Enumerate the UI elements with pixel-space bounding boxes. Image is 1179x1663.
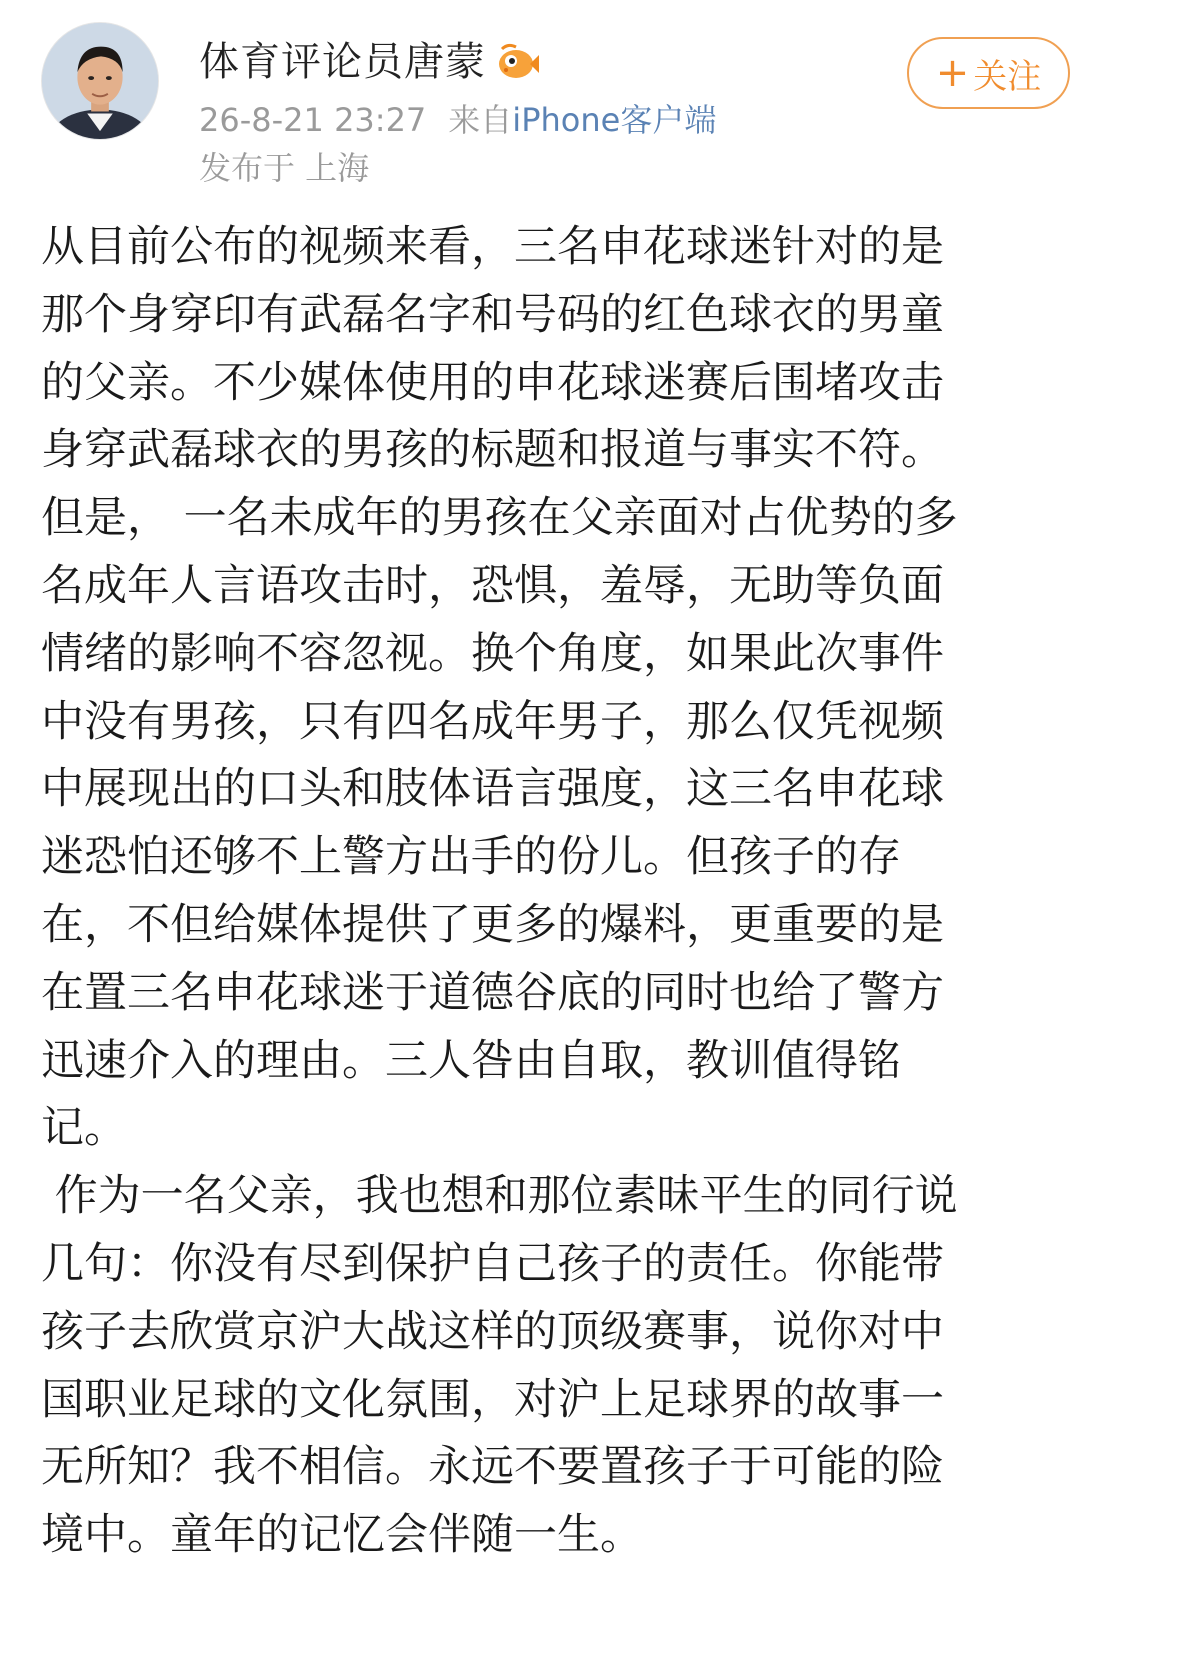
text-line: 迅速介入的理由。三人咎由自取，教训值得铭 — [41, 1035, 901, 1086]
text-line: 情绪的影响不容忽视。换个角度，如果此次事件 — [41, 628, 944, 679]
text-line: 身穿武磊球衣的男孩的标题和报道与事实不符。 — [41, 425, 944, 476]
text-line: 几句：你没有尽到保护自己孩子的责任。你能带 — [41, 1238, 944, 1289]
follow-button[interactable] — [907, 37, 1070, 109]
text-line: 的父亲。不少媒体使用的申花球迷赛后围堵攻击 — [41, 357, 944, 408]
plus-icon: + — [935, 50, 970, 96]
user-avatar-photo-icon — [42, 23, 158, 139]
text-line: 中没有男孩，只有四名成年男子，那么仅凭视频 — [41, 696, 944, 747]
source-client-link[interactable]: iPhone客户端 — [512, 101, 717, 139]
text-line: 在置三名申花球迷于道德谷底的同时也给了警方 — [41, 967, 944, 1018]
text-line: 孩子去欣赏京沪大战这样的顶级赛事，说你对中 — [41, 1306, 944, 1357]
post-location: 发布于 上海 — [199, 149, 370, 187]
source-prefix: 来自 — [448, 101, 513, 139]
text-line: 在，不但给媒体提供了更多的爆料，更重要的是 — [41, 899, 944, 950]
post-meta — [199, 98, 716, 142]
post-header — [0, 0, 1179, 210]
username[interactable]: 体育评论员唐蒙 — [199, 39, 486, 85]
text-line: 迷恐怕还够不上警方出手的份儿。但孩子的存 — [41, 832, 901, 883]
post-content — [41, 214, 1151, 1570]
post-time: 26-8-21 23:27 — [199, 101, 427, 139]
text-line: 境中。童年的记忆会伴随一生。 — [41, 1510, 643, 1561]
follow-label: 关注 — [973, 56, 1042, 97]
text-line: 名成年人言语攻击时，恐惧，羞辱，无助等负面 — [41, 560, 944, 611]
username-row — [199, 32, 540, 92]
avatar[interactable] — [41, 22, 159, 140]
text-line: 中展现出的口头和肢体语言强度，这三名申花球 — [41, 764, 944, 815]
text-line: 那个身穿印有武磊名字和号码的红色球衣的男童 — [41, 289, 944, 340]
text-line: 记。 — [41, 1103, 127, 1154]
paragraph-1 — [41, 214, 1151, 1163]
paragraph-2 — [41, 1163, 1151, 1570]
text-line: 但是， 一名未成年的男孩在父亲面对占优势的多 — [41, 493, 958, 544]
text-line: 作为一名父亲，我也想和那位素昧平生的同行说 — [41, 1171, 958, 1222]
text-line: 国职业足球的文化氛围，对沪上足球界的故事一 — [41, 1374, 944, 1425]
fish-badge-icon — [494, 39, 540, 85]
text-line: 无所知？我不相信。永远不要置孩子于可能的险 — [41, 1442, 944, 1493]
text-line: 从目前公布的视频来看，三名申花球迷针对的是 — [41, 222, 944, 272]
